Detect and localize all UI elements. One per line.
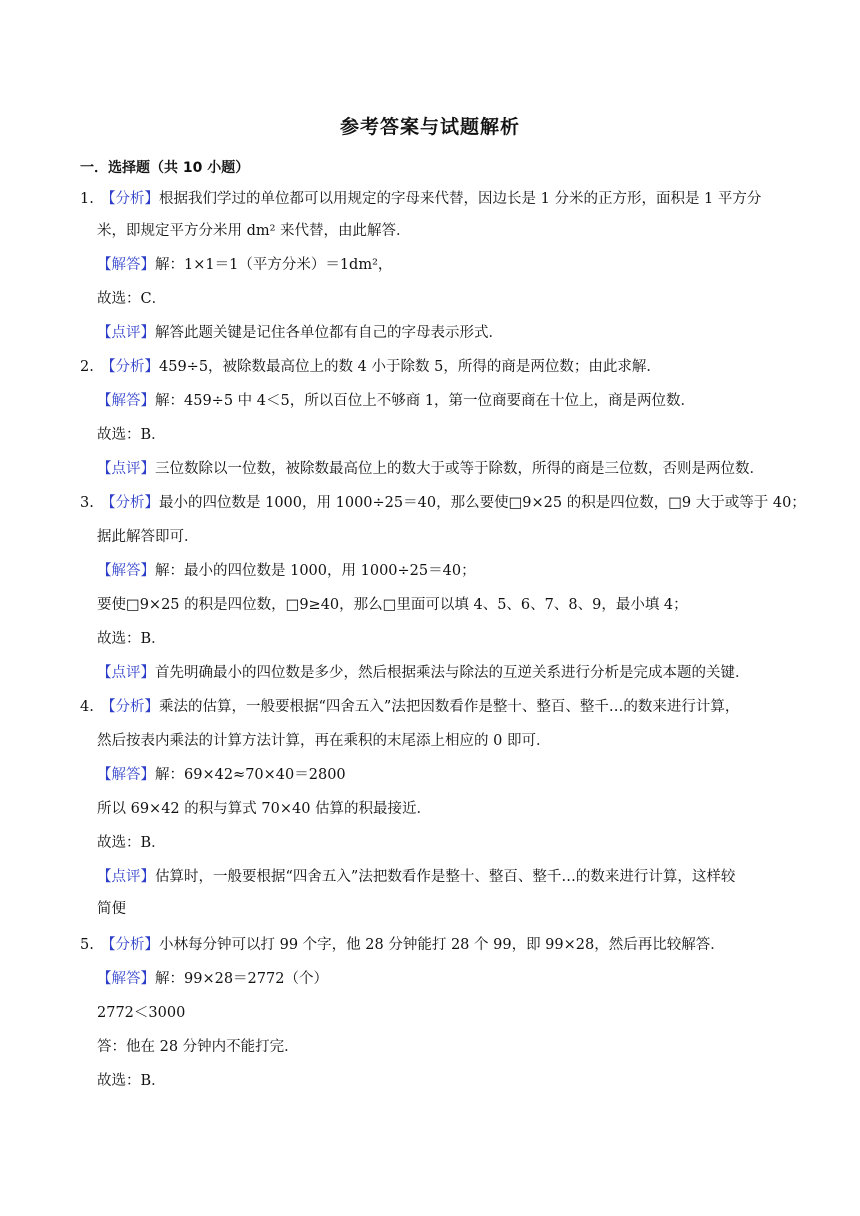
question-number: 1. — [80, 191, 94, 207]
solution-line — [97, 391, 695, 411]
analysis-tag: 【分析】 — [101, 191, 159, 207]
choice-line: 故选：B． — [97, 427, 166, 443]
solution-tag: 【解答】 — [97, 393, 155, 409]
solution-line — [97, 255, 392, 275]
working-line: 2772＜3000 — [97, 1005, 186, 1021]
comment-text: 估算时，一般要根据“四舍五入”法把数看作是整十、整百、整千…的数来进行计算，这样较 — [155, 869, 736, 885]
analysis-line — [101, 935, 725, 955]
comment-tag: 【点评】 — [97, 665, 155, 681]
comment-line — [97, 867, 735, 887]
analysis-line: 据此解答即可． — [97, 529, 199, 545]
comment-text: 解答此题关键是记住各单位都有自己的字母表示形式． — [155, 325, 503, 341]
solution-tag: 【解答】 — [97, 971, 155, 987]
solution-text: 解：69×42≈70×40＝2800 — [155, 767, 346, 783]
working-line: 答：他在 28 分钟内不能打完． — [97, 1039, 299, 1055]
comment-text: 首先明确最小的四位数是多少，然后根据乘法与除法的互逆关系进行分析是完成本题的关键． — [155, 665, 750, 681]
working-line: 所以 69×42 的积与算式 70×40 估算的积最接近． — [97, 801, 432, 817]
analysis-text: 最小的四位数是 1000，用 1000÷25＝40，那么要使□9×25 的积是四位数，□9 大于或等于 40； — [159, 495, 806, 511]
analysis-line — [101, 357, 661, 377]
comment-line — [97, 459, 764, 479]
comment-tag: 【点评】 — [97, 461, 155, 477]
analysis-text: 459÷5，被除数最高位上的数 4 小于除数 5，所得的商是两位数；由此求解． — [159, 359, 661, 375]
solution-line — [97, 765, 346, 785]
solution-text: 解：99×28＝2772（个） — [155, 971, 328, 987]
analysis-tag: 【分析】 — [101, 359, 159, 375]
analysis-line: 然后按表内乘法的计算方法计算，再在乘积的末尾添上相应的 0 即可． — [97, 733, 551, 749]
section-heading: 一．选择题（共 10 小题） — [80, 160, 250, 176]
choice-line: 故选：B． — [97, 835, 166, 851]
analysis-line — [101, 697, 739, 717]
solution-tag: 【解答】 — [97, 257, 155, 273]
analysis-text: 根据我们学过的单位都可以用规定的字母来代替，因边长是 1 分米的正方形，面积是 1 平方分 — [159, 191, 762, 207]
question-number: 5. — [80, 937, 94, 953]
question-number: 3. — [80, 495, 94, 511]
analysis-line — [101, 493, 806, 513]
analysis-tag: 【分析】 — [101, 495, 159, 511]
comment-line — [97, 323, 503, 343]
solution-text: 解：最小的四位数是 1000，用 1000÷25＝40； — [155, 563, 476, 579]
analysis-text: 乘法的估算，一般要根据“四舍五入”法把因数看作是整十、整百、整千…的数来进行计算， — [159, 699, 740, 715]
comment-text: 三位数除以一位数，被除数最高位上的数大于或等于除数，所得的商是三位数，否则是两位数． — [155, 461, 764, 477]
question-number: 2. — [80, 359, 94, 375]
solution-tag: 【解答】 — [97, 563, 155, 579]
analysis-line — [101, 189, 761, 209]
choice-line: 故选：C． — [97, 291, 167, 307]
solution-tag: 【解答】 — [97, 767, 155, 783]
comment-line — [97, 663, 750, 683]
analysis-tag: 【分析】 — [101, 699, 159, 715]
solution-line — [97, 969, 328, 989]
analysis-tag: 【分析】 — [101, 937, 159, 953]
analysis-text: 小林每分钟可以打 99 个字，他 28 分钟能打 28 个 99，即 99×28，然后再比较解答． — [159, 937, 725, 953]
comment-tag: 【点评】 — [97, 325, 155, 341]
solution-text: 解：459÷5 中 4＜5，所以百位上不够商 1，第一位商要商在十位上，商是两位数． — [155, 393, 696, 409]
solution-line — [97, 561, 476, 581]
choice-line: 故选：B． — [97, 1073, 166, 1089]
comment-line: 简便 — [97, 901, 126, 917]
working-line: 要使□9×25 的积是四位数，□9≥40，那么□里面可以填 4、5、6、7、8、9，最小填 4； — [97, 597, 688, 613]
choice-line: 故选：B． — [97, 631, 166, 647]
question-number: 4. — [80, 699, 94, 715]
comment-tag: 【点评】 — [97, 869, 155, 885]
page-title: 参考答案与试题解析 — [339, 116, 520, 138]
analysis-line: 米，即规定平方分米用 dm² 来代替，由此解答． — [97, 223, 411, 239]
solution-text: 解：1×1＝1（平方分米）＝1dm²， — [155, 257, 393, 273]
